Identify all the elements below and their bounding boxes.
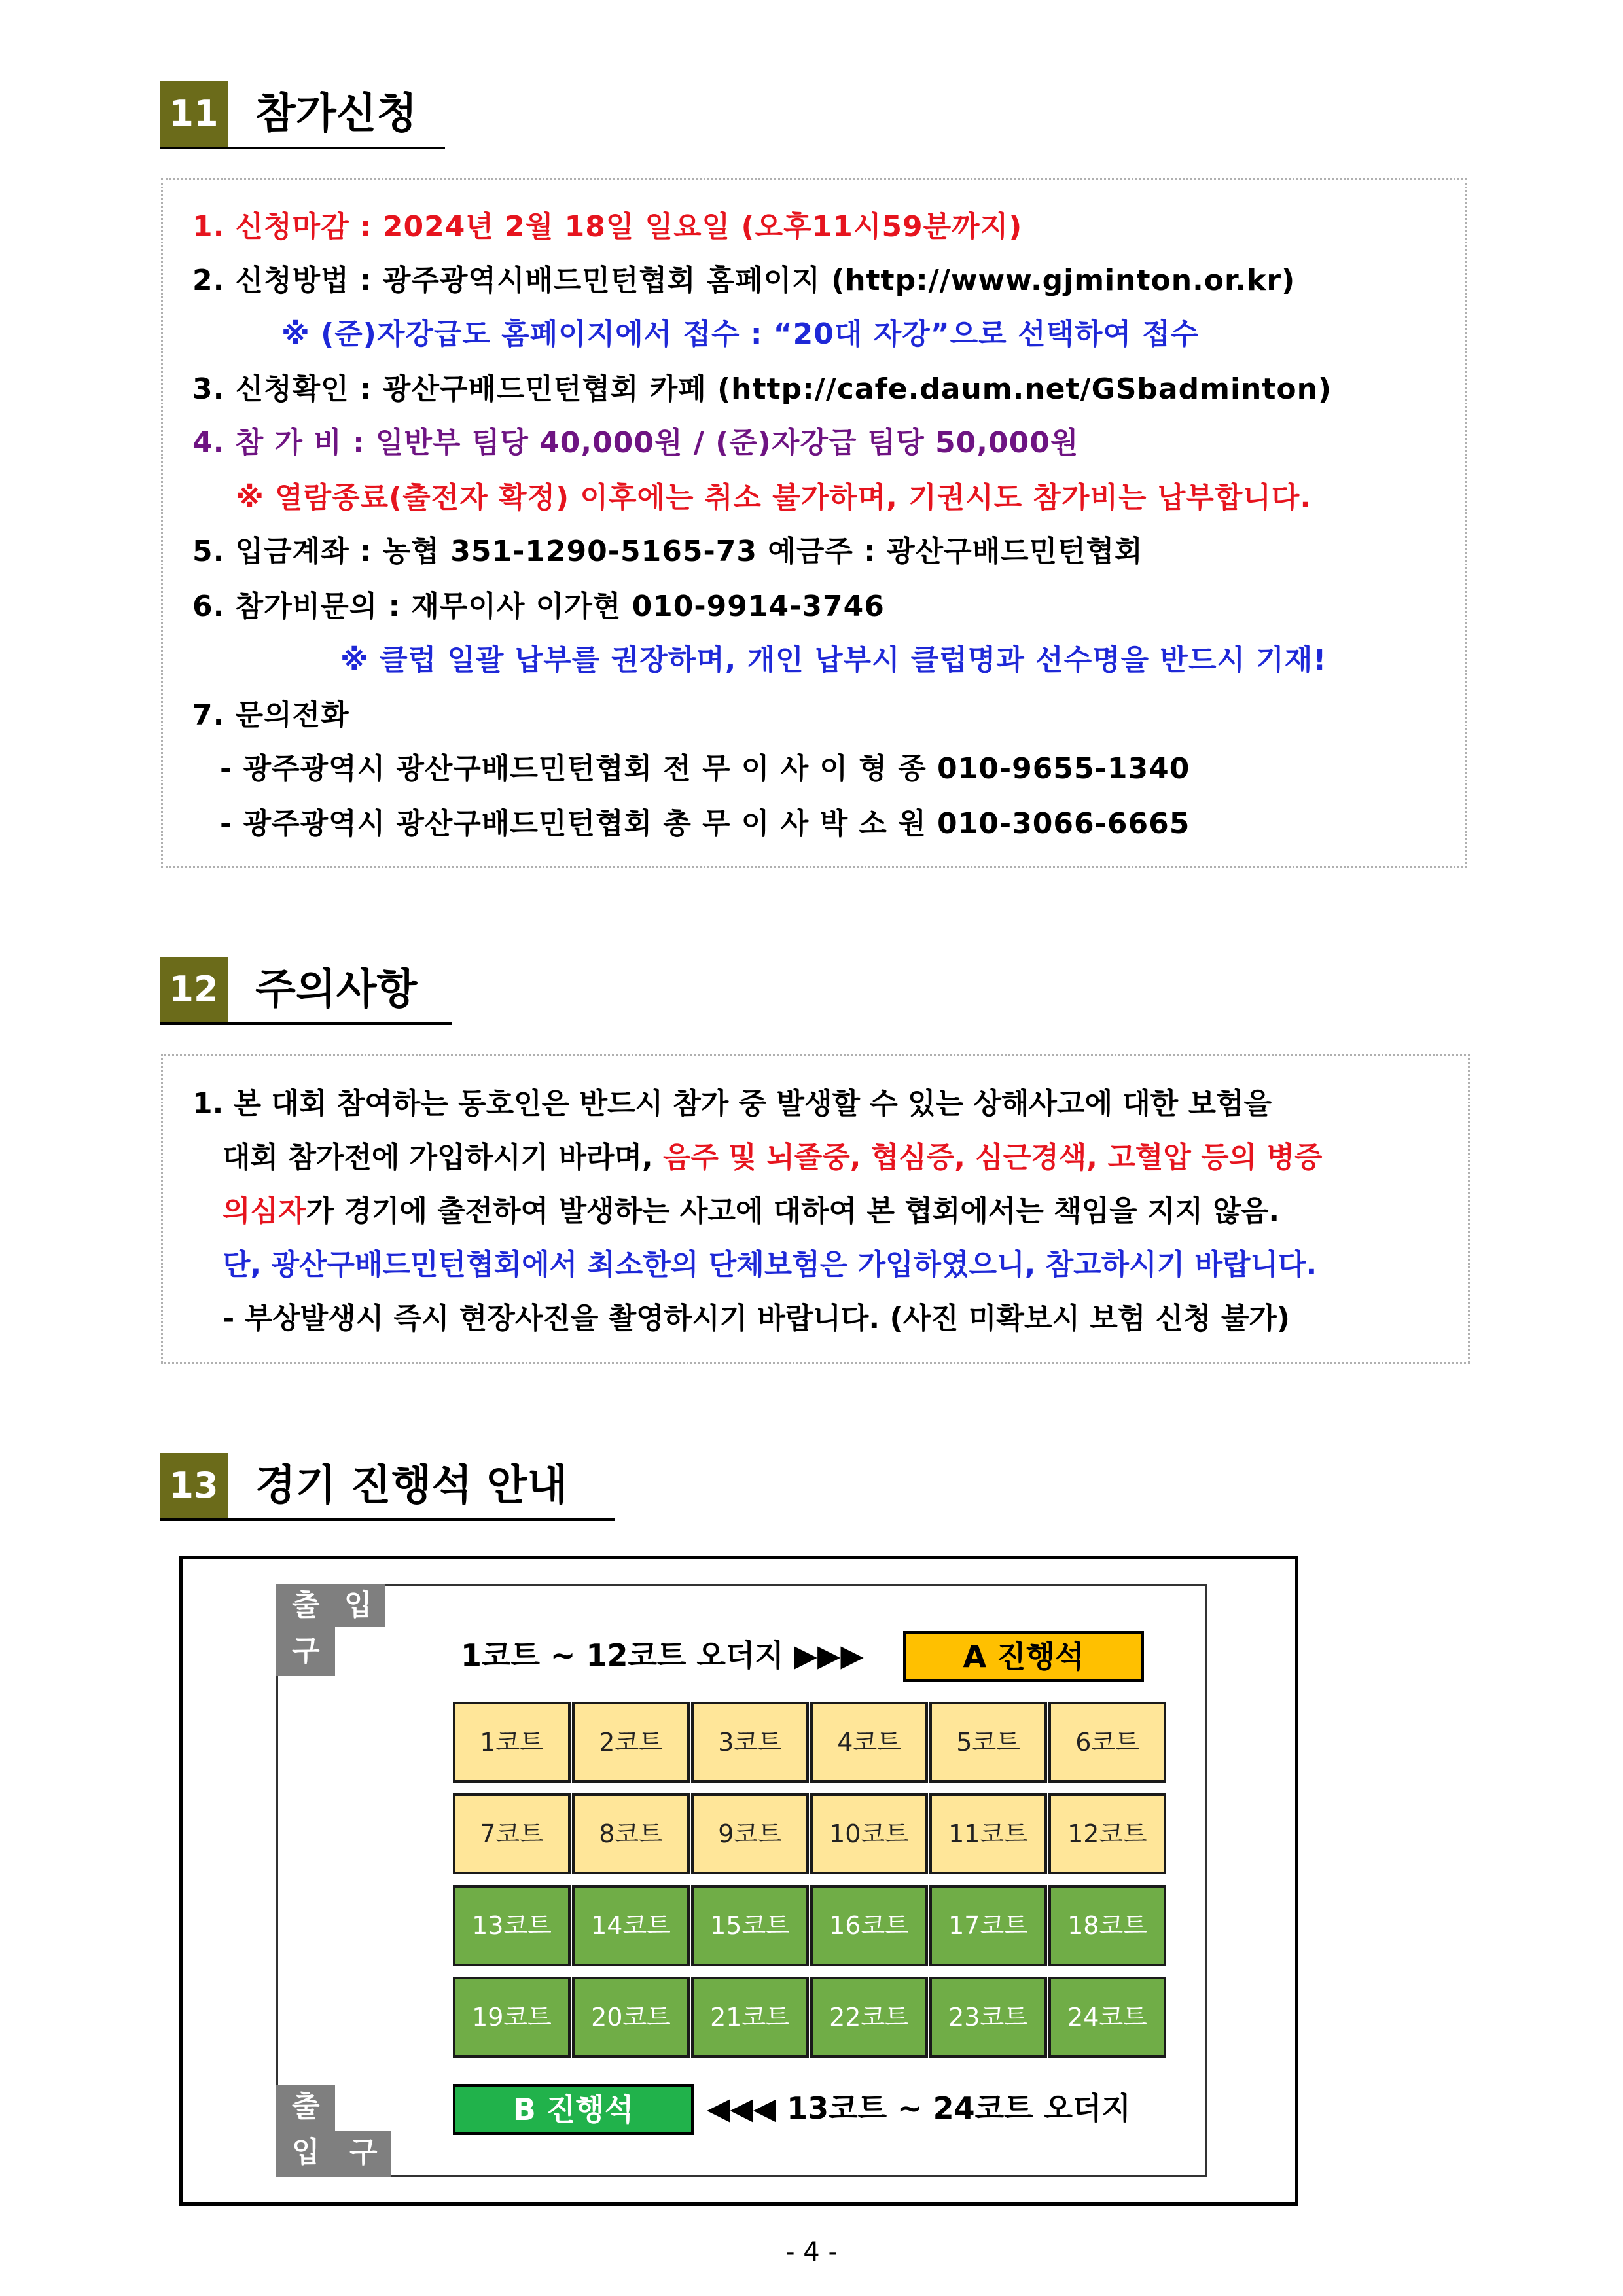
section-title: 참가신청 bbox=[255, 90, 418, 138]
info-line-fee: 4. 참 가 비 : 일반부 팀당 40,000원 / (준)자강급 팀당 50,000원 bbox=[192, 426, 1079, 459]
notice-line-2 bbox=[223, 1134, 1323, 1175]
court-label: 24코트 bbox=[1067, 2003, 1147, 2032]
court-21 bbox=[691, 1977, 809, 2058]
court-label: 10코트 bbox=[829, 1820, 909, 1848]
court-label: 22코트 bbox=[829, 2003, 909, 2032]
court-label: 5코트 bbox=[956, 1728, 1020, 1757]
notice-line-3-text: 가 경기에 출전하여 발생하는 사고에 대하여 본 협회에서는 책임을 지지 않음. bbox=[306, 1194, 1280, 1228]
court-label: 2코트 bbox=[599, 1728, 663, 1757]
court-label: 14코트 bbox=[591, 1911, 671, 1940]
notice-line-5: - 부상발생시 즉시 현장사진을 촬영하시기 바랍니다. (사진 미확보시 보험 신청 불가) bbox=[223, 1302, 1291, 1335]
info-line-fee-note: ※ 열람종료(출전자 확정) 이후에는 취소 불가하며, 기권시도 참가비는 납부합니다. bbox=[236, 481, 1312, 514]
court-22 bbox=[810, 1977, 928, 2058]
order-sheet-a-label: 1코트 ~ 12코트 오더지 ▶▶▶ bbox=[461, 1638, 864, 1673]
court-9 bbox=[691, 1793, 809, 1874]
court-label: 23코트 bbox=[948, 2003, 1028, 2032]
court-label: 17코트 bbox=[948, 1911, 1028, 1940]
entrance-bottom-row1: 출 bbox=[276, 2085, 335, 2131]
notice-line-2-highlight: 음주 및 뇌졸중, 협심증, 심근경색, 고혈압 등의 병증 bbox=[663, 1141, 1323, 1174]
court-19 bbox=[453, 1977, 571, 2058]
notice-line-4: 단, 광산구배드민턴협회에서 최소한의 단체보험은 가입하였으니, 참고하시기 바랍니다. bbox=[223, 1248, 1317, 1282]
court-12 bbox=[1048, 1793, 1166, 1874]
section-12-header bbox=[160, 957, 452, 1025]
court-1 bbox=[453, 1702, 571, 1783]
court-label: 1코트 bbox=[480, 1728, 544, 1757]
info-line-contact-2: - 광주광역시 광산구배드민턴협회 총 무 이 사 박 소 원 010-3066-6665 bbox=[220, 807, 1190, 840]
court-14 bbox=[572, 1885, 690, 1966]
court-4 bbox=[810, 1702, 928, 1783]
court-7 bbox=[453, 1793, 571, 1874]
court-11 bbox=[929, 1793, 1047, 1874]
page-number: - 4 - bbox=[785, 2237, 838, 2267]
info-line-confirm: 3. 신청확인 : 광산구배드민턴협회 카페 (http://cafe.daum.net/GSbadminton) bbox=[192, 372, 1332, 406]
court-10 bbox=[810, 1793, 928, 1874]
section-11-header bbox=[160, 81, 445, 149]
notice-line-3-highlight: 의심자 bbox=[223, 1194, 306, 1228]
info-line-deadline: 1. 신청마감 : 2024년 2월 18일 일요일 (오후11시59분까지) bbox=[192, 210, 1023, 243]
entrance-top-row2: 구 bbox=[276, 1627, 335, 1676]
court-label: 19코트 bbox=[472, 2003, 552, 2032]
section-13-header bbox=[160, 1453, 615, 1521]
court-label: 6코트 bbox=[1075, 1728, 1139, 1757]
section-title: 주의사항 bbox=[255, 965, 418, 1014]
court-2 bbox=[572, 1702, 690, 1783]
court-5 bbox=[929, 1702, 1047, 1783]
court-8 bbox=[572, 1793, 690, 1874]
court-label: 12코트 bbox=[1067, 1820, 1147, 1848]
section-number: 13 bbox=[160, 1453, 228, 1518]
court-label: 8코트 bbox=[599, 1820, 663, 1848]
court-20 bbox=[572, 1977, 690, 2058]
court-label: 4코트 bbox=[837, 1728, 901, 1757]
notice-line-3 bbox=[223, 1187, 1279, 1229]
court-16 bbox=[810, 1885, 928, 1966]
notice-line-2-text: 대회 참가전에 가입하시기 바라며, bbox=[223, 1141, 664, 1174]
section-number: 11 bbox=[160, 81, 228, 147]
court-label: 3코트 bbox=[718, 1728, 782, 1757]
court-24 bbox=[1048, 1977, 1166, 2058]
seat-b: B 진행석 bbox=[453, 2084, 694, 2135]
info-line-contact-1: - 광주광역시 광산구배드민턴협회 전 무 이 사 이 형 종 010-9655-1340 bbox=[220, 752, 1190, 785]
court-23 bbox=[929, 1977, 1047, 2058]
court-label: 9코트 bbox=[718, 1820, 782, 1848]
info-line-method: 2. 신청방법 : 광주광역시배드민턴협회 홈페이지 (http://www.gjminton.or.kr) bbox=[192, 264, 1296, 297]
court-13 bbox=[453, 1885, 571, 1966]
court-18 bbox=[1048, 1885, 1166, 1966]
court-17 bbox=[929, 1885, 1047, 1966]
entrance-bottom-row2: 입 구 bbox=[276, 2131, 391, 2177]
court-label: 18코트 bbox=[1067, 1911, 1147, 1940]
seat-a: A 진행석 bbox=[903, 1631, 1144, 1682]
court-6 bbox=[1048, 1702, 1166, 1783]
info-line-method-note: ※ (준)자강급도 홈페이지에서 접수 : “20대 자강”으로 선택하여 접수 bbox=[281, 317, 1200, 351]
section-number: 12 bbox=[160, 957, 228, 1022]
info-line-account: 5. 입금계좌 : 농협 351-1290-5165-73 예금주 : 광산구배드민턴협회 bbox=[192, 535, 1143, 568]
info-line-fee-inquiry: 6. 참가비문의 : 재무이사 이가현 010-9914-3746 bbox=[192, 590, 885, 623]
info-line-payment-note: ※ 클럽 일괄 납부를 권장하며, 개인 납부시 클럽명과 선수명을 반드시 기재! bbox=[340, 643, 1327, 677]
court-3 bbox=[691, 1702, 809, 1783]
order-sheet-b-label: ◀◀◀ 13코트 ~ 24코트 오더지 bbox=[707, 2090, 1131, 2126]
info-line-contact: 7. 문의전화 bbox=[192, 698, 349, 732]
court-15 bbox=[691, 1885, 809, 1966]
court-label: 21코트 bbox=[710, 2003, 790, 2032]
section-title: 경기 진행석 안내 bbox=[255, 1462, 568, 1510]
court-label: 11코트 bbox=[948, 1820, 1028, 1848]
court-label: 15코트 bbox=[710, 1911, 790, 1940]
entrance-top-row1: 출 입 bbox=[276, 1584, 385, 1627]
court-label: 16코트 bbox=[829, 1911, 909, 1940]
notice-line-1: 1. 본 대회 참여하는 동호인은 반드시 참가 중 발생할 수 있는 상해사고에 대한 보험을 bbox=[192, 1087, 1272, 1121]
court-label: 13코트 bbox=[472, 1911, 552, 1940]
court-label: 7코트 bbox=[480, 1820, 544, 1848]
court-label: 20코트 bbox=[591, 2003, 671, 2032]
